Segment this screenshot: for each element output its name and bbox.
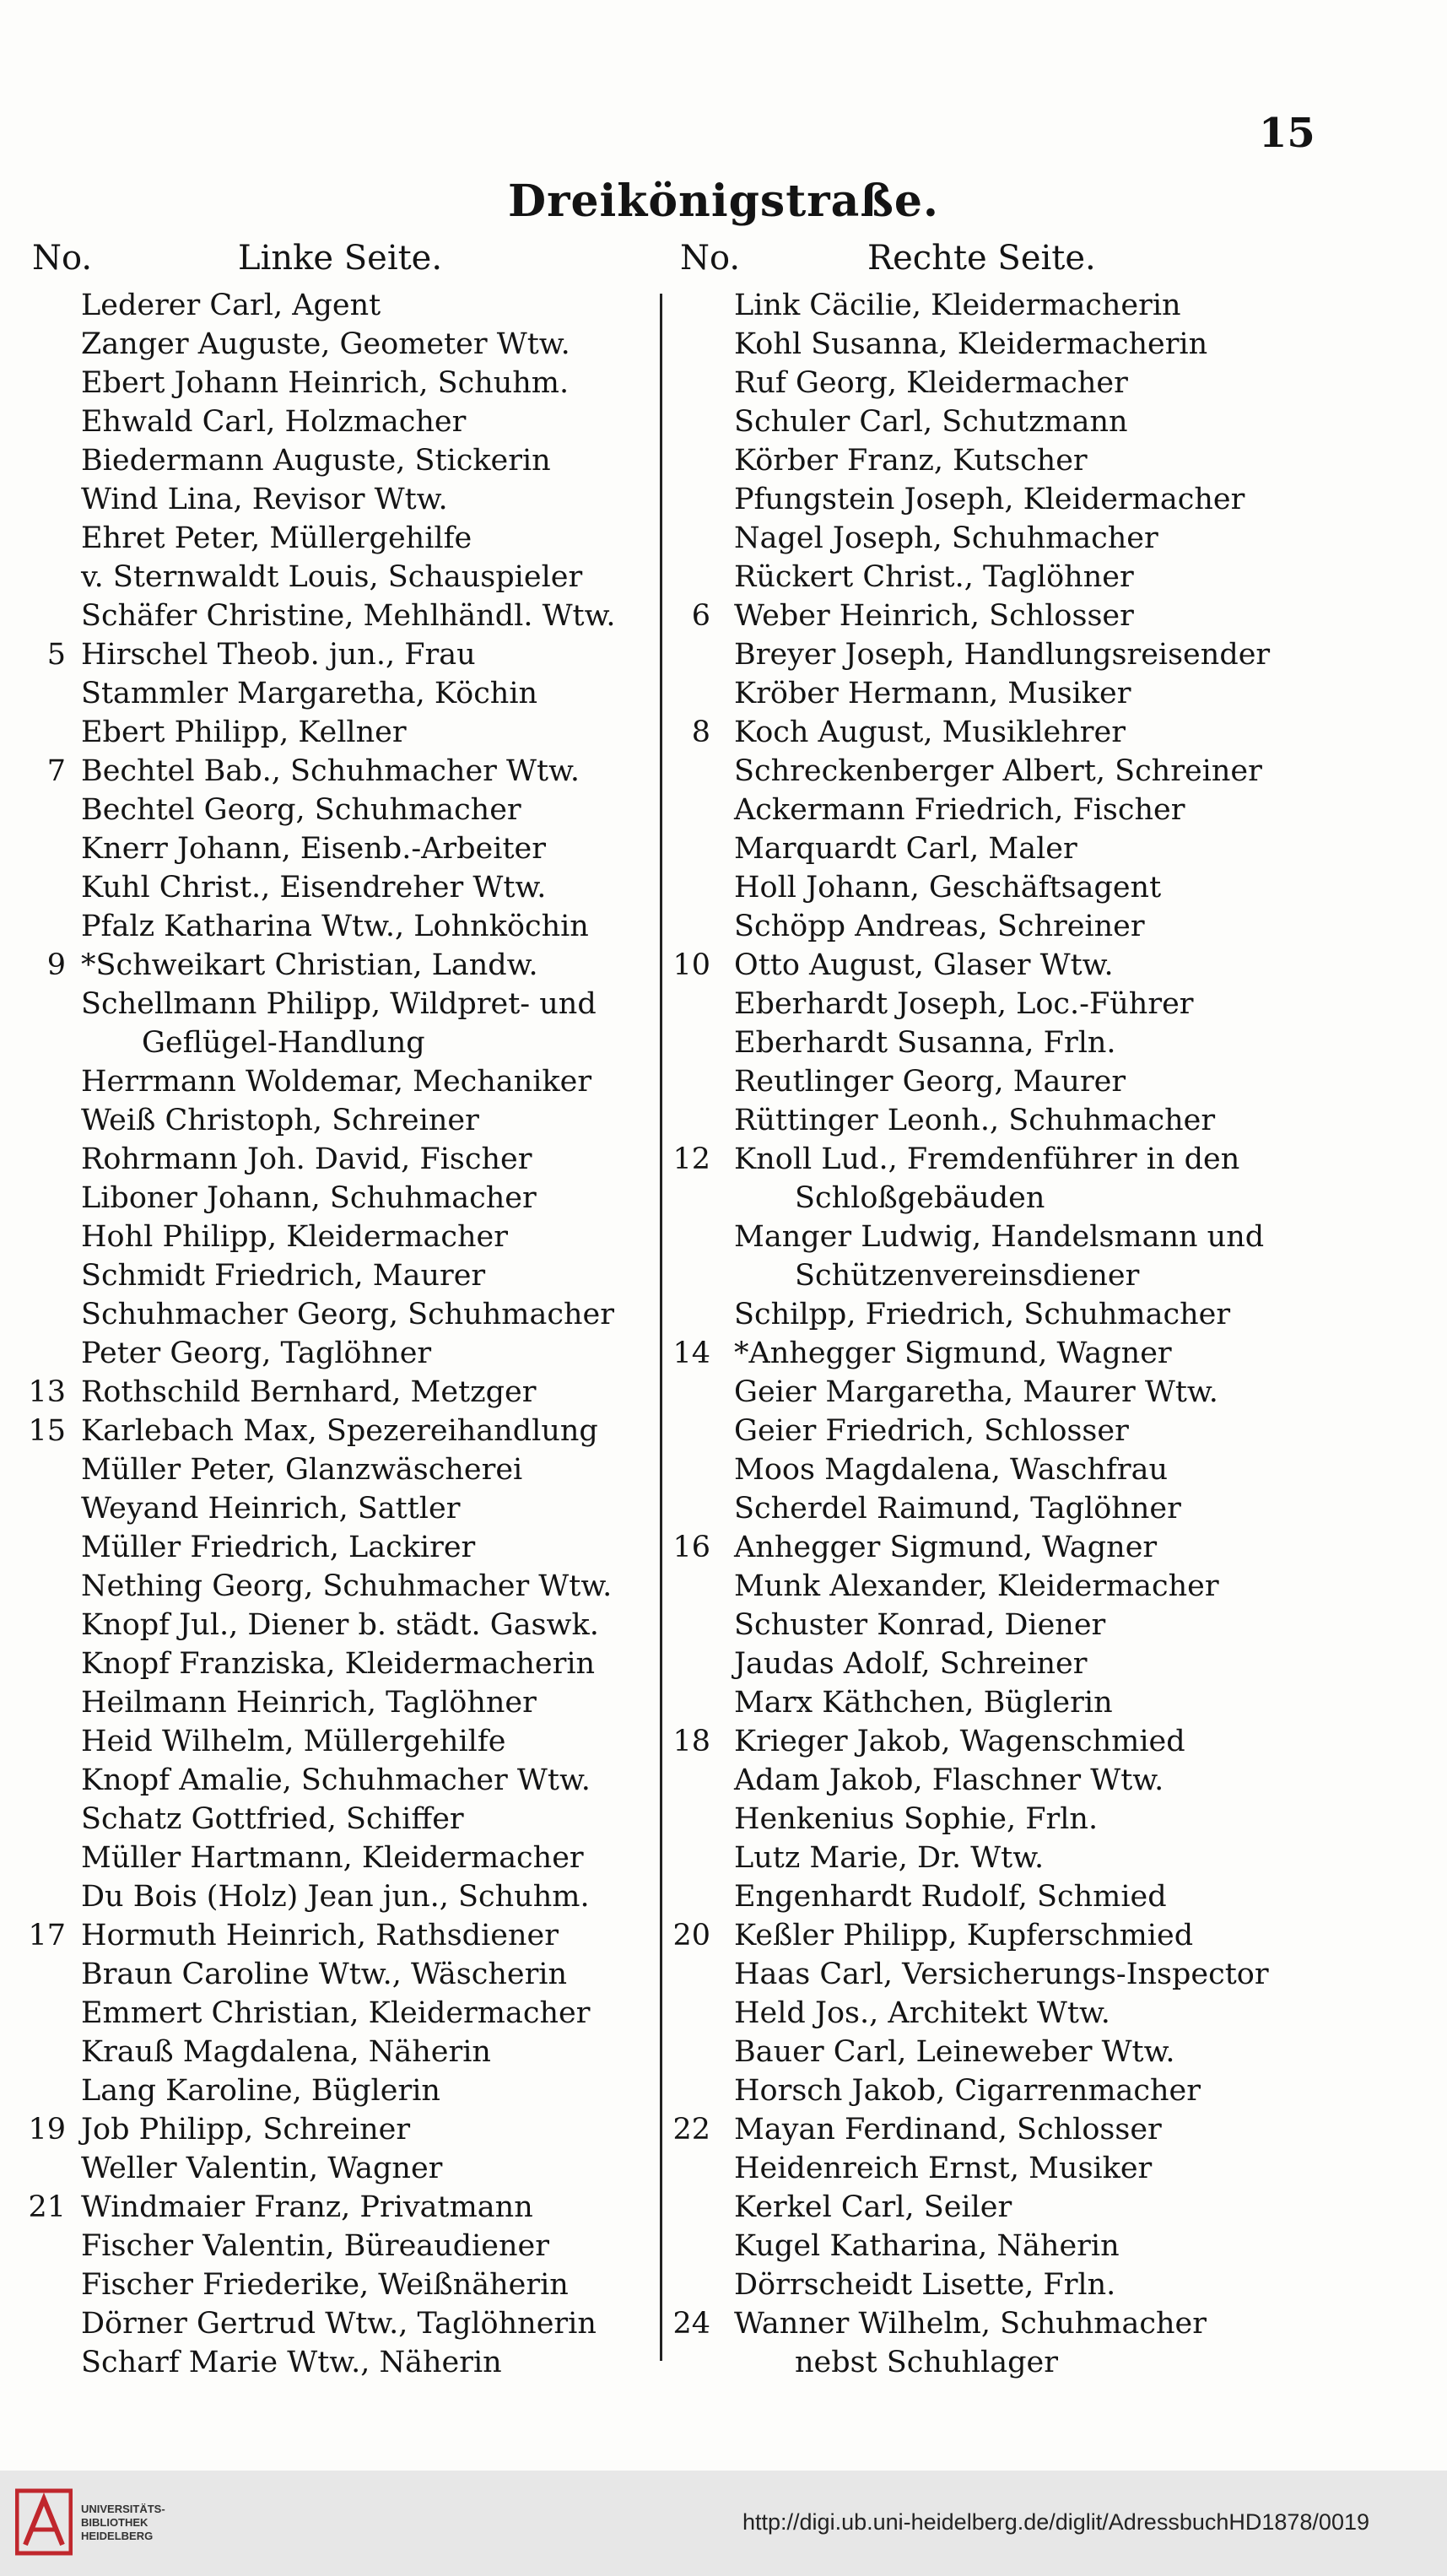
address-entry bbox=[665, 1644, 1424, 1683]
house-number: 8 bbox=[691, 716, 710, 749]
column-divider bbox=[660, 294, 662, 2361]
address-entry bbox=[665, 1955, 1424, 1994]
resident-text: Weber Heinrich, Schlosser bbox=[734, 599, 1134, 633]
address-entry bbox=[665, 2304, 1424, 2343]
address-entry bbox=[0, 519, 660, 558]
address-entry bbox=[0, 1256, 660, 1295]
resident-text: Jaudas Adolf, Schreiner bbox=[734, 1647, 1088, 1681]
address-entry bbox=[665, 752, 1424, 791]
resident-text: Windmaier Franz, Privatmann bbox=[81, 2190, 533, 2224]
address-entry bbox=[665, 713, 1424, 752]
resident-text: Kerkel Carl, Seiler bbox=[734, 2190, 1012, 2224]
resident-text: Breyer Joseph, Handlungsreisender bbox=[734, 638, 1271, 672]
resident-text: Link Cäcilie, Kleidermacherin bbox=[734, 289, 1181, 322]
address-entry bbox=[0, 364, 660, 402]
house-number: 22 bbox=[672, 2113, 710, 2147]
resident-text: Pfalz Katharina Wtw., Lohnköchin bbox=[81, 910, 589, 943]
address-entry bbox=[0, 1373, 660, 1412]
resident-text: Knerr Johann, Eisenb.-Arbeiter bbox=[81, 832, 546, 866]
resident-text: Schmidt Friedrich, Maurer bbox=[81, 1259, 486, 1293]
address-entry bbox=[0, 1489, 660, 1528]
resident-text: Kohl Susanna, Kleidermacherin bbox=[734, 327, 1208, 361]
address-entry bbox=[665, 1800, 1424, 1839]
resident-text: Knopf Jul., Diener b. städt. Gaswk. bbox=[81, 1608, 599, 1642]
address-entry bbox=[665, 441, 1424, 480]
resident-text: Eberhardt Joseph, Loc.-Führer bbox=[734, 987, 1194, 1021]
resident-text: Geier Friedrich, Schlosser bbox=[734, 1414, 1129, 1448]
resident-text: Rüttinger Leonh., Schuhmacher bbox=[734, 1104, 1216, 1137]
address-entry bbox=[0, 752, 660, 791]
right-side-list bbox=[665, 286, 1424, 2382]
address-entry bbox=[665, 1528, 1424, 1567]
resident-text: Munk Alexander, Kleidermacher bbox=[734, 1569, 1219, 1603]
address-entry bbox=[0, 1994, 660, 2033]
resident-text: Herrmann Woldemar, Mechaniker bbox=[81, 1065, 592, 1099]
address-entry bbox=[0, 2304, 660, 2343]
resident-text: Emmert Christian, Kleidermacher bbox=[81, 1996, 591, 2030]
address-entry bbox=[0, 286, 660, 325]
address-entry bbox=[0, 1334, 660, 1373]
house-number: 17 bbox=[28, 1919, 66, 1952]
address-entry bbox=[665, 985, 1424, 1023]
house-number: 7 bbox=[46, 754, 66, 788]
resident-text: Fischer Friederike, Weißnäherin bbox=[81, 2268, 569, 2302]
address-entry bbox=[0, 946, 660, 985]
address-entry bbox=[0, 829, 660, 868]
address-entry bbox=[0, 2149, 660, 2188]
address-entry bbox=[665, 364, 1424, 402]
address-entry bbox=[0, 674, 660, 713]
house-number: 21 bbox=[28, 2190, 66, 2224]
resident-text: Ebert Johann Heinrich, Schuhm. bbox=[81, 366, 570, 400]
address-entry bbox=[665, 1334, 1424, 1373]
address-entry bbox=[665, 1916, 1424, 1955]
resident-text: Koch August, Musiklehrer bbox=[734, 716, 1126, 749]
address-entry bbox=[665, 1994, 1424, 2033]
resident-text: Dörner Gertrud Wtw., Taglöhnerin bbox=[81, 2307, 597, 2341]
resident-text: Bechtel Bab., Schuhmacher Wtw. bbox=[81, 754, 580, 788]
address-entry bbox=[665, 1295, 1424, 1334]
resident-text: Scharf Marie Wtw., Näherin bbox=[81, 2346, 502, 2379]
address-entry bbox=[0, 1101, 660, 1140]
resident-text: v. Sternwaldt Louis, Schauspieler bbox=[81, 560, 583, 594]
address-entry bbox=[665, 1606, 1424, 1644]
resident-text: Schuster Konrad, Diener bbox=[734, 1608, 1106, 1642]
left-side-list bbox=[0, 286, 660, 2382]
address-entry bbox=[0, 713, 660, 752]
resident-text: Stammler Margaretha, Köchin bbox=[81, 677, 538, 710]
address-entry bbox=[665, 1101, 1424, 1140]
address-entry bbox=[665, 1839, 1424, 1877]
resident-text: Holl Johann, Geschäftsagent bbox=[734, 871, 1162, 905]
address-entry bbox=[0, 907, 660, 946]
address-entry bbox=[0, 2188, 660, 2227]
resident-text: Ehwald Carl, Holzmacher bbox=[81, 405, 467, 439]
resident-text: Geflügel-Handlung bbox=[142, 1026, 425, 1060]
resident-text: Adam Jakob, Flaschner Wtw. bbox=[734, 1763, 1164, 1797]
library-footer bbox=[0, 2471, 1447, 2576]
address-entry bbox=[0, 985, 660, 1023]
resident-text: Pfungstein Joseph, Kleidermacher bbox=[734, 483, 1245, 516]
address-entry bbox=[0, 402, 660, 441]
address-entry bbox=[0, 2227, 660, 2265]
resident-text: Schloßgebäuden bbox=[795, 1181, 1045, 1215]
resident-text: Scherdel Raimund, Taglöhner bbox=[734, 1492, 1181, 1526]
address-entry bbox=[665, 2071, 1424, 2110]
resident-text: Schreckenberger Albert, Schreiner bbox=[734, 754, 1262, 788]
address-entry bbox=[665, 2033, 1424, 2071]
address-entry bbox=[0, 1916, 660, 1955]
resident-text: Weiß Christoph, Schreiner bbox=[81, 1104, 479, 1137]
address-entry bbox=[665, 1683, 1424, 1722]
address-entry bbox=[0, 1023, 660, 1062]
resident-text: Fischer Valentin, Büreaudiener bbox=[81, 2229, 549, 2263]
resident-text: Knoll Lud., Fremdenführer in den bbox=[734, 1142, 1240, 1176]
address-entry bbox=[0, 597, 660, 635]
resident-text: Zanger Auguste, Geometer Wtw. bbox=[81, 327, 570, 361]
resident-text: Reutlinger Georg, Maurer bbox=[734, 1065, 1126, 1099]
resident-text: Moos Magdalena, Waschfrau bbox=[734, 1453, 1169, 1487]
resident-text: Schützenvereinsdiener bbox=[795, 1259, 1140, 1293]
resident-text: Dörrscheidt Lisette, Frln. bbox=[734, 2268, 1116, 2302]
resident-text: Rohrmann Joh. David, Fischer bbox=[81, 1142, 532, 1176]
resident-text: Müller Friedrich, Lackirer bbox=[81, 1531, 476, 1564]
house-number: 15 bbox=[28, 1414, 66, 1448]
resident-text: Bauer Carl, Leineweber Wtw. bbox=[734, 2035, 1175, 2069]
resident-text: Knopf Franziska, Kleidermacherin bbox=[81, 1647, 596, 1681]
resident-text: Schilpp, Friedrich, Schuhmacher bbox=[734, 1298, 1231, 1331]
house-number: 20 bbox=[672, 1919, 710, 1952]
address-entry bbox=[0, 558, 660, 597]
right-no-header: No. bbox=[680, 239, 741, 278]
address-entry bbox=[665, 2110, 1424, 2149]
resident-text: Weyand Heinrich, Sattler bbox=[81, 1492, 461, 1526]
address-entry bbox=[0, 1295, 660, 1334]
resident-text: Biedermann Auguste, Stickerin bbox=[81, 444, 551, 478]
house-number: 9 bbox=[46, 948, 66, 982]
address-entry bbox=[665, 791, 1424, 829]
resident-text: Müller Peter, Glanzwäscherei bbox=[81, 1453, 523, 1487]
address-entry bbox=[665, 286, 1424, 325]
resident-text: Hohl Philipp, Kleidermacher bbox=[81, 1220, 508, 1254]
resident-text: Krauß Magdalena, Näherin bbox=[81, 2035, 491, 2069]
resident-text: Ebert Philipp, Kellner bbox=[81, 716, 407, 749]
address-entry bbox=[665, 829, 1424, 868]
address-entry bbox=[0, 791, 660, 829]
house-number: 12 bbox=[672, 1142, 710, 1176]
address-entry bbox=[665, 402, 1424, 441]
address-entry bbox=[0, 1528, 660, 1567]
resident-text: Otto August, Glaser Wtw. bbox=[734, 948, 1114, 982]
house-number: 16 bbox=[672, 1531, 710, 1564]
address-entry bbox=[665, 1761, 1424, 1800]
page-number: 15 bbox=[1259, 110, 1315, 157]
resident-text: Eberhardt Susanna, Frln. bbox=[734, 1026, 1116, 1060]
resident-text: Heidenreich Ernst, Musiker bbox=[734, 2152, 1153, 2185]
resident-text: Heid Wilhelm, Müllergehilfe bbox=[81, 1725, 506, 1758]
house-number: 18 bbox=[672, 1725, 710, 1758]
address-entry bbox=[665, 597, 1424, 635]
resident-text: Marx Käthchen, Büglerin bbox=[734, 1686, 1113, 1720]
resident-text: Nagel Joseph, Schuhmacher bbox=[734, 521, 1158, 555]
address-entry bbox=[665, 1489, 1424, 1528]
resident-text: Hormuth Heinrich, Rathsdiener bbox=[81, 1919, 559, 1952]
address-entry bbox=[665, 1140, 1424, 1179]
resident-text: *Schweikart Christian, Landw. bbox=[81, 948, 538, 982]
address-entry bbox=[665, 1412, 1424, 1450]
house-number: 13 bbox=[28, 1375, 66, 1409]
resident-text: Lederer Carl, Agent bbox=[81, 289, 381, 322]
resident-text: Peter Georg, Taglöhner bbox=[81, 1337, 432, 1370]
address-entry bbox=[0, 2071, 660, 2110]
resident-text: Engenhardt Rudolf, Schmied bbox=[734, 1880, 1167, 1914]
address-entry bbox=[665, 519, 1424, 558]
address-entry bbox=[0, 480, 660, 519]
resident-text: nebst Schuhlager bbox=[795, 2346, 1058, 2379]
resident-text: Nething Georg, Schuhmacher Wtw. bbox=[81, 1569, 613, 1603]
address-entry bbox=[665, 558, 1424, 597]
resident-text: Haas Carl, Versicherungs-Inspector bbox=[734, 1958, 1269, 1991]
address-entry bbox=[665, 2343, 1424, 2382]
house-number: 10 bbox=[672, 948, 710, 982]
address-entry bbox=[665, 1218, 1424, 1256]
address-entry bbox=[665, 480, 1424, 519]
resident-text: Mayan Ferdinand, Schlosser bbox=[734, 2113, 1162, 2147]
resident-text: Ehret Peter, Müllergehilfe bbox=[81, 521, 472, 555]
resident-text: Marquardt Carl, Maler bbox=[734, 832, 1077, 866]
address-entry bbox=[665, 868, 1424, 907]
address-entry bbox=[0, 1062, 660, 1101]
address-entry bbox=[665, 2265, 1424, 2304]
resident-text: Bechtel Georg, Schuhmacher bbox=[81, 793, 521, 827]
address-entry bbox=[0, 868, 660, 907]
resident-text: Du Bois (Holz) Jean jun., Schuhm. bbox=[81, 1880, 590, 1914]
university-library-logo bbox=[15, 2486, 73, 2558]
address-entry bbox=[0, 2343, 660, 2382]
address-entry bbox=[0, 1955, 660, 1994]
resident-text: Wind Lina, Revisor Wtw. bbox=[81, 483, 448, 516]
address-entry bbox=[0, 2265, 660, 2304]
resident-text: Ruf Georg, Kleidermacher bbox=[734, 366, 1128, 400]
house-number: 19 bbox=[28, 2113, 66, 2147]
address-entry bbox=[665, 1567, 1424, 1606]
address-entry bbox=[0, 1179, 660, 1218]
address-entry bbox=[665, 1450, 1424, 1489]
address-entry bbox=[0, 1218, 660, 1256]
resident-text: Ackermann Friedrich, Fischer bbox=[734, 793, 1185, 827]
address-entry bbox=[665, 2149, 1424, 2188]
address-entry bbox=[665, 674, 1424, 713]
address-entry bbox=[665, 946, 1424, 985]
house-number: 5 bbox=[46, 638, 66, 672]
address-entry bbox=[0, 1877, 660, 1916]
resident-text: *Anhegger Sigmund, Wagner bbox=[734, 1337, 1172, 1370]
address-entry bbox=[665, 907, 1424, 946]
address-entry bbox=[0, 1761, 660, 1800]
resident-text: Hirschel Theob. jun., Frau bbox=[81, 638, 476, 672]
address-entry bbox=[0, 1683, 660, 1722]
resident-text: Horsch Jakob, Cigarrenmacher bbox=[734, 2074, 1201, 2108]
address-entry bbox=[665, 1062, 1424, 1101]
resident-text: Weller Valentin, Wagner bbox=[81, 2152, 443, 2185]
resident-text: Schöpp Andreas, Schreiner bbox=[734, 910, 1145, 943]
address-entry bbox=[0, 1839, 660, 1877]
street-title: Dreikönigstraße. bbox=[507, 176, 940, 227]
address-entry bbox=[0, 635, 660, 674]
left-side-header: Linke Seite. bbox=[238, 239, 443, 278]
address-entry bbox=[665, 1256, 1424, 1295]
resident-text: Schellmann Philipp, Wildpret- und bbox=[81, 987, 597, 1021]
resident-text: Henkenius Sophie, Frln. bbox=[734, 1802, 1099, 1836]
resident-text: Schuler Carl, Schutzmann bbox=[734, 405, 1128, 439]
address-entry bbox=[665, 1877, 1424, 1916]
house-number: 14 bbox=[672, 1337, 710, 1370]
address-entry bbox=[665, 2188, 1424, 2227]
address-entry bbox=[0, 441, 660, 480]
right-side-header: Rechte Seite. bbox=[867, 239, 1096, 278]
resident-text: Held Jos., Architekt Wtw. bbox=[734, 1996, 1110, 2030]
address-entry bbox=[665, 1373, 1424, 1412]
source-url[interactable]: http://digi.ub.uni-heidelberg.de/diglit/AdressbuchHD1878/0019 bbox=[742, 2509, 1370, 2535]
address-entry bbox=[0, 1567, 660, 1606]
address-entry bbox=[0, 2110, 660, 2149]
resident-text: Kuhl Christ., Eisendreher Wtw. bbox=[81, 871, 547, 905]
address-entry bbox=[0, 1450, 660, 1489]
resident-text: Körber Franz, Kutscher bbox=[734, 444, 1088, 478]
resident-text: Krieger Jakob, Wagenschmied bbox=[734, 1725, 1185, 1758]
resident-text: Job Philipp, Schreiner bbox=[81, 2113, 411, 2147]
address-entry bbox=[665, 325, 1424, 364]
address-entry bbox=[665, 1179, 1424, 1218]
left-no-header: No. bbox=[32, 239, 93, 278]
resident-text: Müller Hartmann, Kleidermacher bbox=[81, 1841, 584, 1875]
resident-text: Schuhmacher Georg, Schuhmacher bbox=[81, 1298, 614, 1331]
resident-text: Knopf Amalie, Schuhmacher Wtw. bbox=[81, 1763, 591, 1797]
resident-text: Rückert Christ., Taglöhner bbox=[734, 560, 1134, 594]
address-entry bbox=[665, 1722, 1424, 1761]
resident-text: Wanner Wilhelm, Schuhmacher bbox=[734, 2307, 1207, 2341]
address-entry bbox=[0, 325, 660, 364]
address-entry bbox=[665, 1023, 1424, 1062]
resident-text: Rothschild Bernhard, Metzger bbox=[81, 1375, 537, 1409]
address-entry bbox=[0, 1412, 660, 1450]
address-entry bbox=[0, 1606, 660, 1644]
resident-text: Karlebach Max, Spezereihandlung bbox=[81, 1414, 598, 1448]
resident-text: Schatz Gottfried, Schiffer bbox=[81, 1802, 464, 1836]
address-entry bbox=[0, 1800, 660, 1839]
resident-text: Geier Margaretha, Maurer Wtw. bbox=[734, 1375, 1218, 1409]
resident-text: Heilmann Heinrich, Taglöhner bbox=[81, 1686, 537, 1720]
resident-text: Kugel Katharina, Näherin bbox=[734, 2229, 1120, 2263]
resident-text: Liboner Johann, Schuhmacher bbox=[81, 1181, 537, 1215]
house-number: 24 bbox=[672, 2307, 710, 2341]
resident-text: Keßler Philipp, Kupferschmied bbox=[734, 1919, 1194, 1952]
resident-text: Lang Karoline, Büglerin bbox=[81, 2074, 440, 2108]
address-entry bbox=[0, 1140, 660, 1179]
library-name: UNIVERSITÄTS- BIBLIOTHEK HEIDELBERG bbox=[81, 2503, 165, 2542]
address-entry bbox=[0, 1644, 660, 1683]
resident-text: Braun Caroline Wtw., Wäscherin bbox=[81, 1958, 568, 1991]
resident-text: Lutz Marie, Dr. Wtw. bbox=[734, 1841, 1045, 1875]
address-entry bbox=[0, 1722, 660, 1761]
resident-text: Schäfer Christine, Mehlhändl. Wtw. bbox=[81, 599, 616, 633]
address-entry bbox=[665, 635, 1424, 674]
house-number: 6 bbox=[691, 599, 710, 633]
address-entry bbox=[0, 2033, 660, 2071]
resident-text: Kröber Hermann, Musiker bbox=[734, 677, 1131, 710]
address-entry bbox=[665, 2227, 1424, 2265]
resident-text: Manger Ludwig, Handelsmann und bbox=[734, 1220, 1265, 1254]
resident-text: Anhegger Sigmund, Wagner bbox=[734, 1531, 1158, 1564]
